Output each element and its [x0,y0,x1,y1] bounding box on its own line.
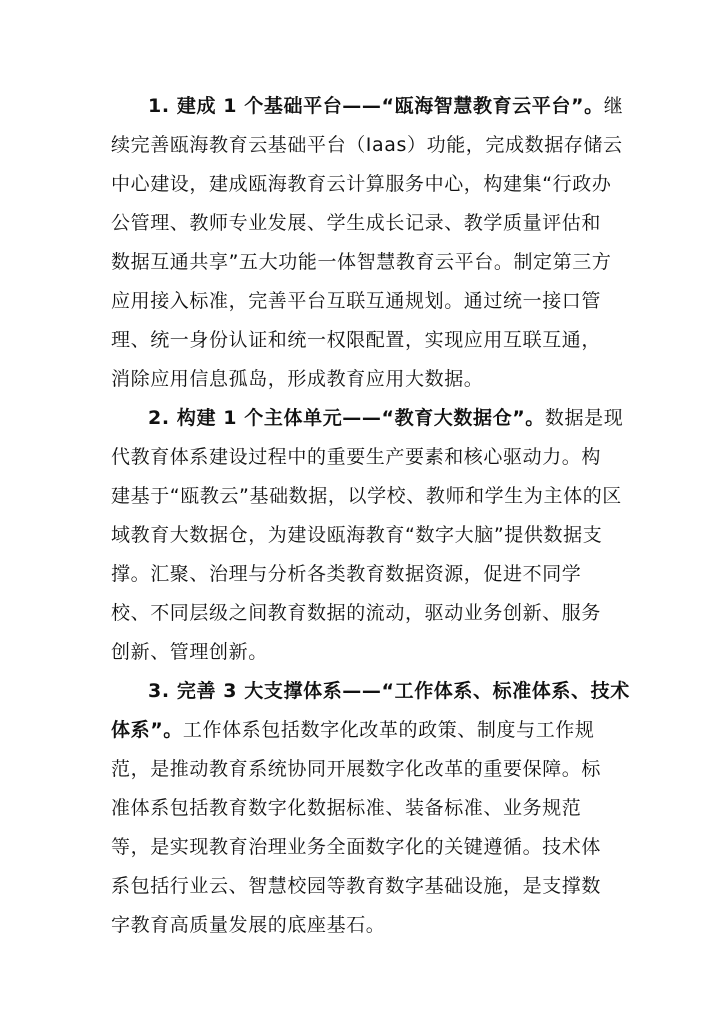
paragraph-3-line-1: 3. 完善 3 大支撑体系——“工作体系、标准体系、技术 [148,680,630,702]
paragraph-2-line-2: 代教育体系建设过程中的重要生产要素和核心驱动力。构 [111,446,602,468]
paragraph-1-line-4: 公管理、教师专业发展、学生成长记录、教学质量评估和 [111,212,602,234]
paragraph-3-line-3: 范，是推动教育系统协同开展数字化改革的重要保障。标 [111,758,602,780]
paragraph-1-line-1 [148,93,653,119]
heading-3-end: 体系”。 [111,719,183,741]
paragraph-3-line-4: 准体系包括教育数字化数据标准、装备标准、业务规范 [111,797,582,819]
paragraph-1-line-3: 中心建设，建成瓯海教育云计算服务中心，构建集“行政办 [111,173,612,195]
heading-2: 2. 构建 1 个主体单元——“教育大数据仓”。 [148,407,545,429]
paragraph-1-line-7: 理、统一身份认证和统一权限配置，实现应用互联互通， [111,329,602,351]
paragraph-2-line-3: 建基于“瓯教云”基础数据，以学校、教师和学生为主体的区 [111,485,622,507]
paragraph-2-line-7: 创新、管理创新。 [111,641,268,663]
heading-1: 1. 建成 1 个基础平台——“瓯海智慧教育云平台”。 [148,95,604,117]
heading-3-rest: 工作体系包括数字化改革的政策、制度与工作规 [182,719,595,741]
paragraph-3-line-6: 系包括行业云、智慧校园等教育数字基础设施，是支撑数 [111,875,602,897]
heading-1-rest: 继 [603,95,624,117]
paragraph-3-line-5: 等，是实现教育治理业务全面数字化的关键遵循。技术体 [111,836,602,858]
paragraph-3-line-2 [111,717,616,743]
paragraph-3-line-7: 字教育高质量发展的底座基石。 [111,914,386,936]
paragraph-1-line-2: 续完善瓯海教育云基础平台（Iaas）功能，完成数据存储云 [111,134,623,156]
heading-2-rest: 数据是现 [544,407,624,429]
paragraph-2-line-1 [148,405,653,431]
paragraph-1-line-6: 应用接入标准，完善平台互联互通规划。通过统一接口管 [111,290,602,312]
paragraph-2-line-4: 域教育大数据仓，为建设瓯海教育“数字大脑”提供数据支 [111,524,603,546]
paragraph-1-line-8: 消除应用信息孤岛，形成教育应用大数据。 [111,368,484,390]
paragraph-2-line-6: 校、不同层级之间教育数据的流动，驱动业务创新、服务 [111,602,602,624]
paragraph-2-line-5: 撑。汇聚、治理与分析各类教育数据资源，促进不同学 [111,563,582,585]
paragraph-1-line-5: 数据互通共享”五大功能一体智慧教育云平台。制定第三方 [111,251,612,273]
